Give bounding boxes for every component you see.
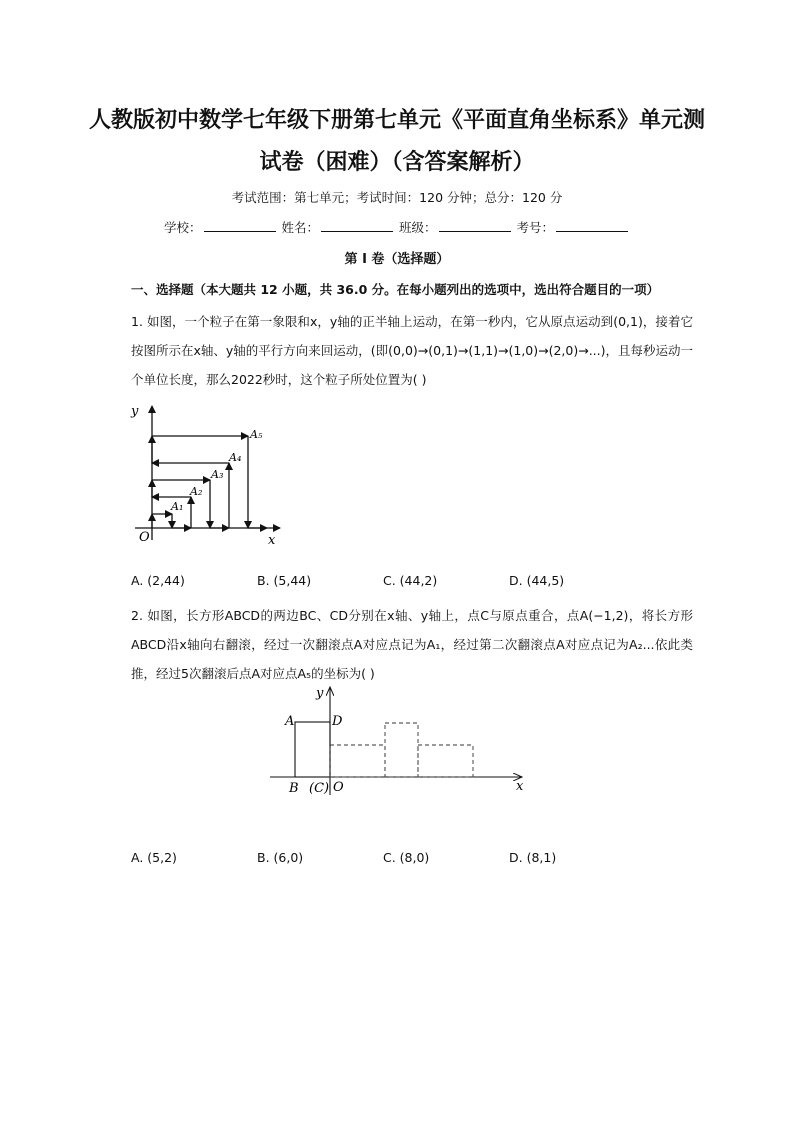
class-blank[interactable] <box>439 219 511 232</box>
name-label: 姓名： <box>281 220 319 235</box>
point-a2-label: A₂ <box>190 485 203 498</box>
number-blank[interactable] <box>556 219 628 232</box>
y-axis-label: y <box>316 686 324 701</box>
x-axis-label: x <box>516 779 524 794</box>
y-axis-label: y <box>131 404 139 419</box>
school-label: 学校： <box>163 220 202 235</box>
number-label: 考号： <box>516 220 554 235</box>
rolled-rectangle-1 <box>330 745 385 777</box>
origin-label: O <box>333 780 344 795</box>
question-1-figure <box>125 400 285 550</box>
q1-option-b[interactable]: B. (5,44) <box>257 573 312 588</box>
point-a4-label: A₄ <box>229 451 242 464</box>
school-blank[interactable] <box>204 219 276 232</box>
point-a3-label: A₃ <box>211 468 224 481</box>
question-2-figure <box>265 683 535 798</box>
question-2-text: 2. 如图，长方形ABCD的两边BC、CD分别在x轴、y轴上，点C与原点重合，点A(−1,2)，将长方形ABCD沿x轴向右翻滚，经过一次翻滚点A对应点记为A₁，经过第二次翻滚点A对应点记为A₂...依此类推，经过5次翻滚后点A对应点A₅的坐标为( ) <box>131 608 693 681</box>
point-a-label: A <box>285 714 295 729</box>
name-blank[interactable] <box>321 219 393 232</box>
section-title: 一、选择题（本大题共 12 小题，共 36.0 分。在每小题列出的选项中，选出符合题目的一项） <box>131 282 660 297</box>
q1-option-d[interactable]: D. (44,5) <box>509 573 565 588</box>
document-title: 人教版初中数学七年级下册第七单元《平面直角坐标系》单元测试卷（困难）（含答案解析） <box>88 108 705 175</box>
q2-option-c[interactable]: C. (8,0) <box>383 850 430 865</box>
point-a1-label: A₁ <box>171 500 184 513</box>
origin-label: O <box>139 530 150 545</box>
class-label: 班级： <box>398 220 437 235</box>
point-b-label: B <box>289 781 299 796</box>
q1-option-c[interactable]: C. (44,2) <box>383 573 438 588</box>
point-c-label: (C) <box>309 781 330 796</box>
student-info-fields <box>0 218 794 236</box>
point-d-label: D <box>332 714 343 729</box>
part-title: 第 I 卷（选择题） <box>344 252 450 267</box>
rolled-rectangle-3 <box>418 745 473 777</box>
question-1-text: 1. 如图，一个粒子在第一象限和x，y轴的正半轴上运动，在第一秒内，它从原点运动到(0,1)，接着它按图所示在x轴、y轴的平行方向来回运动，(即(0,0)→(0,1)→(1,1)→(1,0)→(2,0)→...)，且每秒运动一个单位长度，那么2022秒时，这个粒子所处位置为( ) <box>131 314 694 387</box>
exam-info: 考试范围：第七单元；考试时间：120 分钟；总分：120 分 <box>231 190 563 205</box>
q2-option-b[interactable]: B. (6,0) <box>257 850 304 865</box>
q1-option-a[interactable]: A. (2,44) <box>131 573 185 588</box>
q2-option-a[interactable]: A. (5,2) <box>131 850 177 865</box>
q2-option-d[interactable]: D. (8,1) <box>509 850 557 865</box>
rectangle-abcd <box>295 722 330 777</box>
x-axis-label: x <box>268 533 276 548</box>
point-a5-label: A₅ <box>250 428 263 441</box>
rolled-rectangle-2 <box>385 723 418 777</box>
